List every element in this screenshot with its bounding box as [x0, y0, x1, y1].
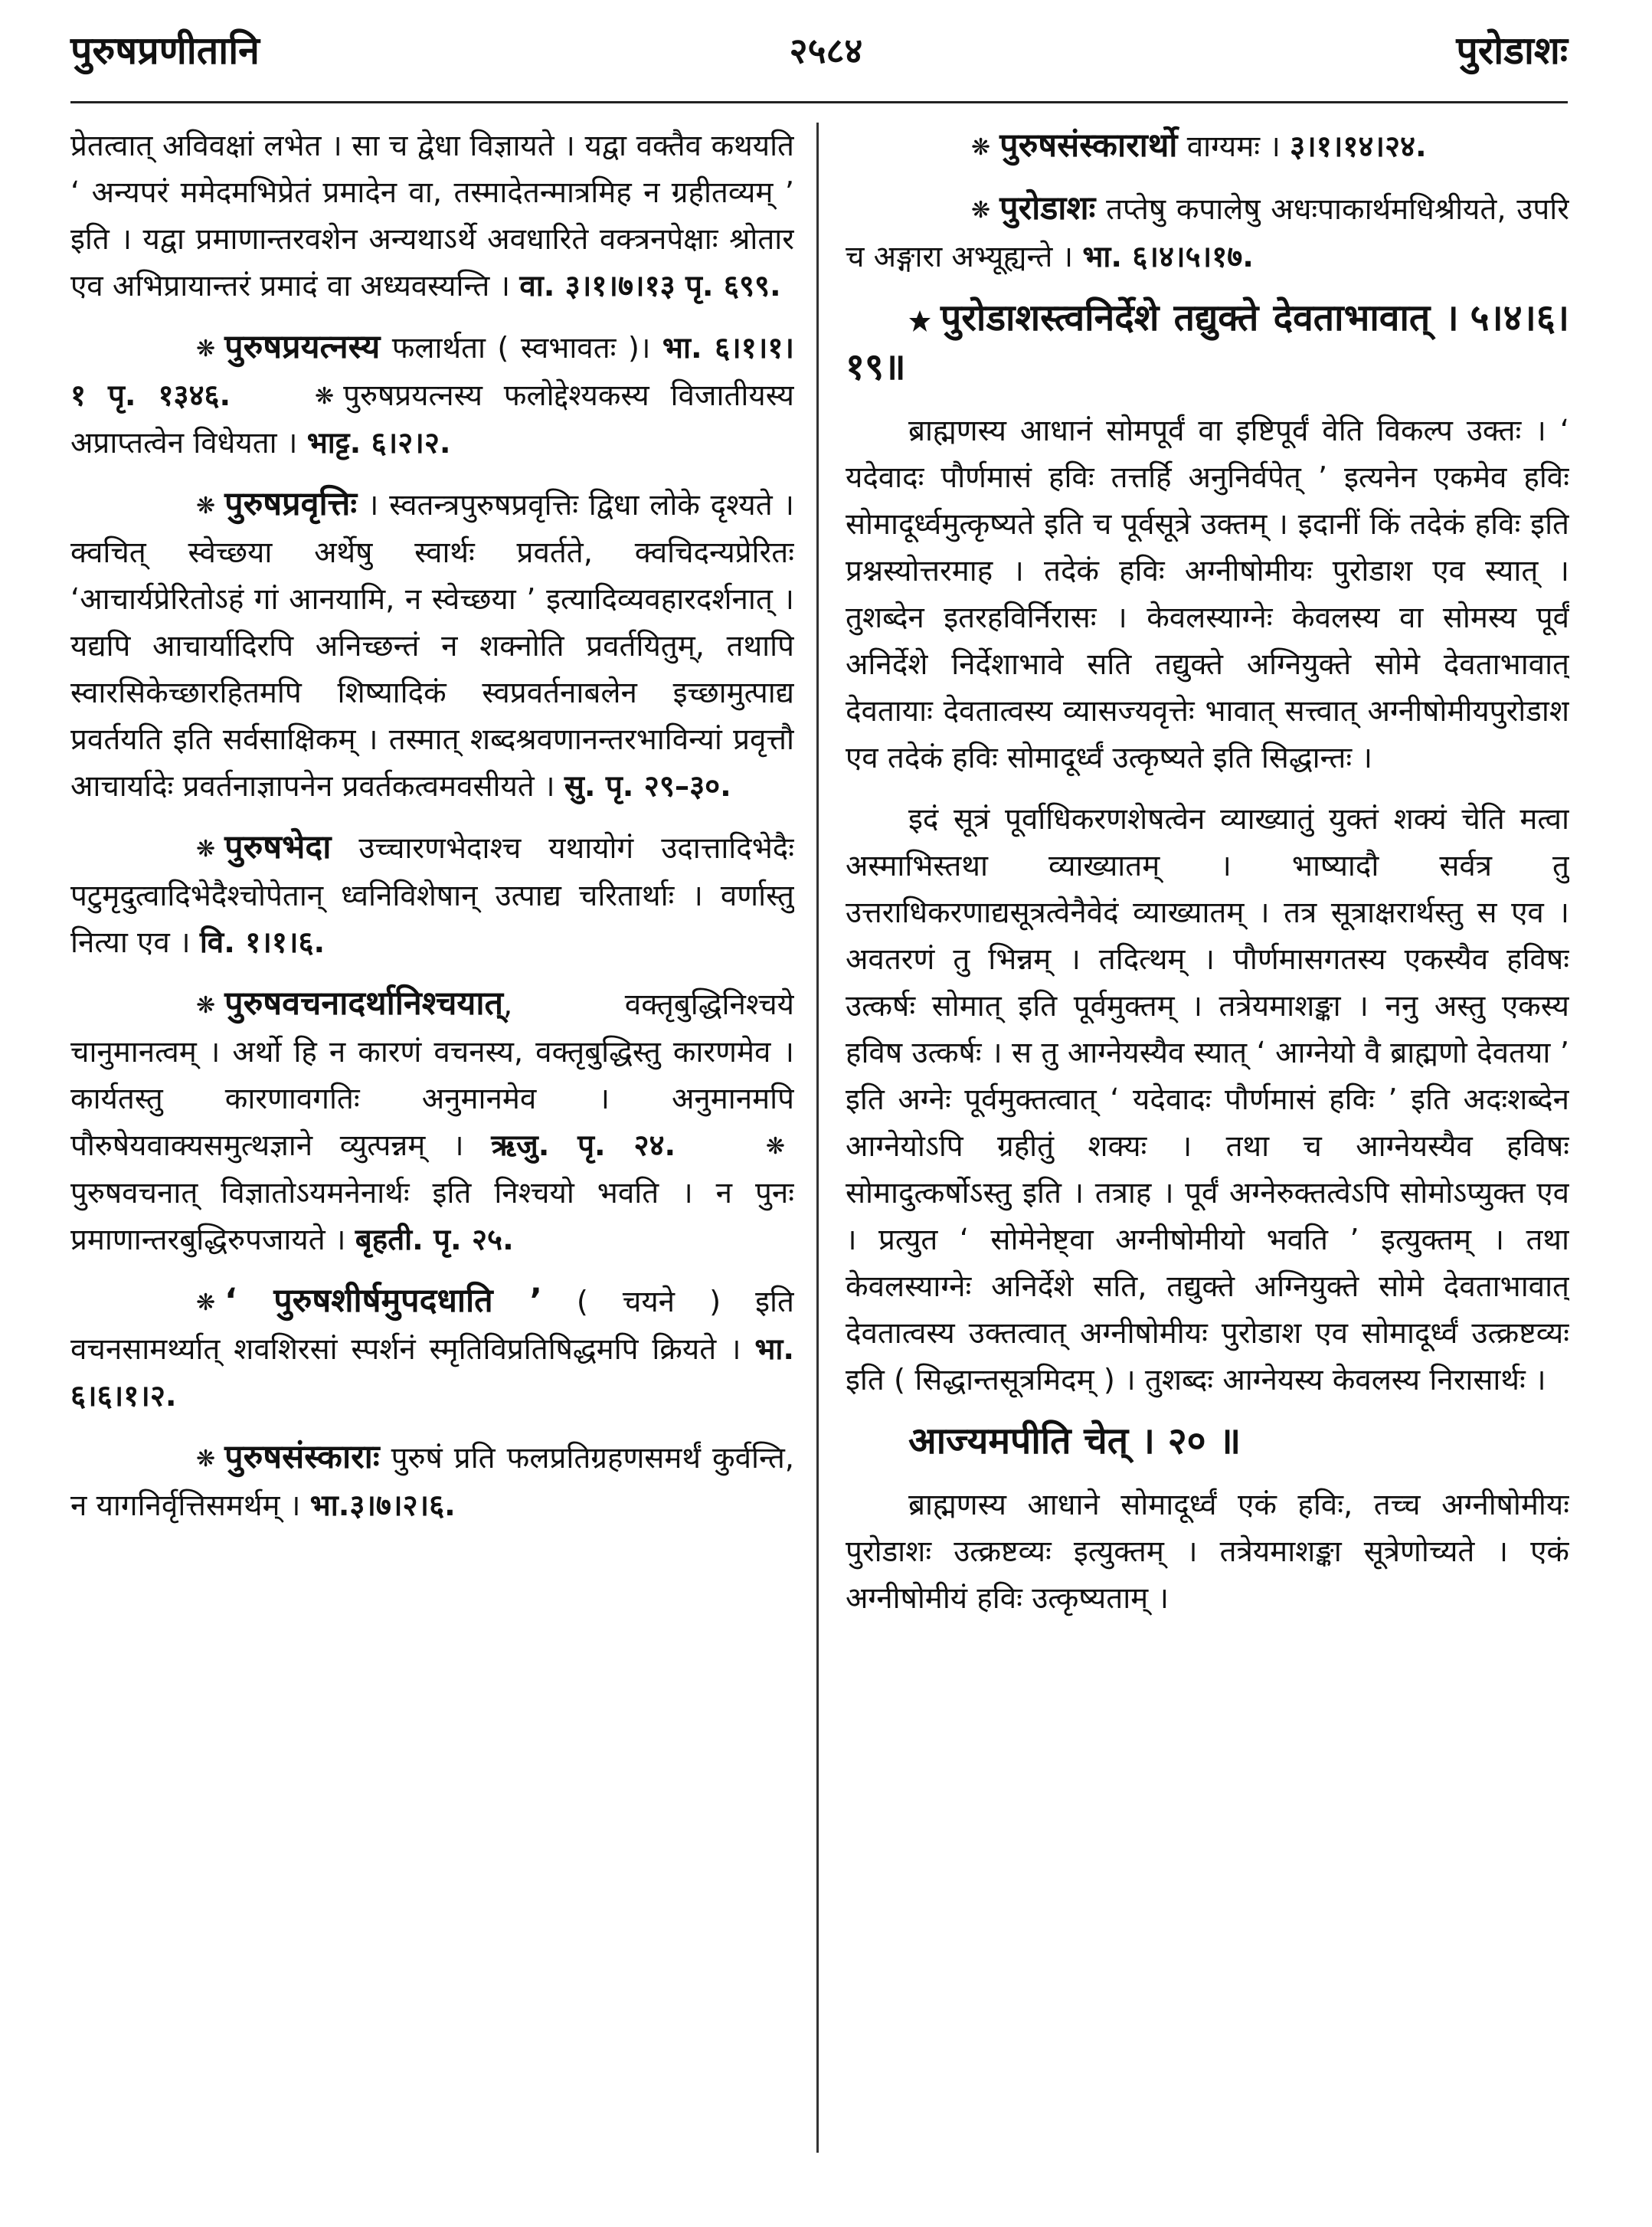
citation: ३।१।१४।२४.	[1290, 129, 1427, 164]
entry-purushasamskarartha: ❋ पुरुषसंस्कारार्थो वाग्यमः । ३।१।१४।२४.	[846, 123, 1569, 171]
sutra-heading	[846, 295, 1569, 393]
entry-marker-icon: ❋	[765, 1133, 785, 1160]
entry-purushashirsha: ❋ ‘ पुरुषशीर्षमुपदधाति ’ ( चयने ) इति वचनसामर्थ्यात् शवशिरसां स्पर्शनं स्मृतिविप्रतिषिद्धमपि क्रियते । भा. ६।६।१।२.	[70, 1278, 794, 1420]
sutra-text: पुरोडाशस्त्वनिर्देशे तद्युक्ते देवताभावात् ।	[940, 296, 1459, 339]
headword: पुरुषसंस्काराः	[224, 1438, 380, 1476]
entry-marker-icon: ❋	[971, 197, 991, 224]
citation: सु. पृ. २९–३०.	[564, 769, 731, 804]
citation: बृहती. पृ. २५.	[355, 1223, 514, 1257]
entry-marker-icon: ❋	[314, 383, 335, 410]
citation: ऋजु. पृ. २४.	[491, 1128, 676, 1163]
page-number: २५८४	[789, 30, 863, 71]
citation: वा. ३।१।७।१३ पृ. ६९९.	[519, 269, 781, 303]
headword: पुरोडाशः	[999, 189, 1096, 228]
sutra-heading	[846, 1418, 1569, 1467]
entry-purushabheda: ❋ पुरुषभेदा उच्चारणभेदाश्च यथायोगं उदात्तादिभेदैः पटुमृदुत्वादिभेदैश्चोपेतान् ध्वनिविशेषान् उत्पाद्य चरितार्थाः । वर्णास्तु नित्या एव । वि. १।१।६.	[70, 824, 794, 966]
entry-marker-icon: ❋	[971, 134, 991, 161]
headword: पुरुषभेदा	[224, 828, 332, 866]
sutra-text: आज्यमपीति चेत् । २० ॥	[908, 1420, 1241, 1462]
citation: भाट्ट. ६।२।२.	[306, 426, 451, 460]
page-header	[0, 0, 1652, 115]
entry-continuation: प्रेतत्वात् अविवक्षां लभेत । सा च द्वेधा विज्ञायते । यद्वा वक्तैव कथयति ‘ अन्यपरं ममेदमभिप्रेतं प्रमादेन वा, तस्मादेतन्मात्रमिह न ग्रहीतव्यम् ’ इति । यद्वा प्रमाणान्तरवशेन अन्यथाऽर्थे अवधारिते वक्त्रनपेक्षाः श्रोतार एव अभिप्रायान्तरं प्रमादं वा अध्यवस्यन्ति । वा. ३।१।७।१३ पृ. ६९९.	[70, 129, 794, 303]
entry-purodasha: ❋ पुरोडाशः तप्तेषु कपालेषु अधःपाकार्थमधिश्रीयते, उपरि च अङ्गारा अभ्यूह्यन्ते । भा. ६।४।५।१७.	[846, 185, 1569, 280]
headword: ‘ पुरुषशीर्षमुपदधाति ’	[224, 1282, 542, 1320]
commentary-paragraph: इदं सूत्रं पूर्वाधिकरणशेषत्वेन व्याख्यातुं युक्तं शक्यं चेति मत्वा अस्माभिस्तथा व्याख्यातम् । भाष्यादौ सर्वत्र तु उत्तराधिकरणाद्यसूत्रत्वेनैवेदं व्याख्यातम् । तत्र सूत्राक्षरार्थस्तु स एव । अवतरणं तु भिन्नम् । तदित्थम् । पौर्णमासगतस्य एकस्यैव हविषः उत्कर्षः सोमात् इति पूर्वमुक्तम् । तत्रेयमाशङ्का । ननु अस्तु एकस्य हविष उत्कर्षः । स तु आग्नेयस्यैव स्यात् ‘ आग्नेयो वै ब्राह्मणो देवतया ’ इति अग्नेः पूर्वमुक्तत्वात् ‘ यदेवादः पौर्णमासं हविः ’ इति अदःशब्देन आग्नेयोऽपि ग्रहीतुं शक्यः । तथा च आग्नेयस्यैव हविषः सोमादुत्कर्षोऽस्तु इति । तत्राह । पूर्वं अग्नेरुक्तत्वेऽपि सोमोऽप्युक्त एव । प्रत्युत ‘ सोमेनेष्ट्वा अग्नीषोमीयो भवति ’ इत्युक्तम् । तथा केवलस्याग्नेः अनिर्देशे सति, तद्युक्ते अग्नियुक्ते सोमे देवताभावात् देवतात्वस्य उक्तत्वात् अग्नीषोमीयः पुरोडाश एव सोमादूर्ध्वं उत्क्रष्टव्यः इति ( सिद्धान्तसूत्रमिदम् ) । तुशब्दः आग्नेयस्य केवलस्य निरासार्थः ।	[846, 802, 1569, 1397]
entry-marker-icon: ❋	[196, 336, 216, 362]
entry-marker-icon: ❋	[196, 836, 216, 863]
headword: पुरुषप्रवृत्तिः	[224, 485, 358, 523]
headword: पुरुषसंस्कारार्थो	[999, 126, 1178, 165]
citation: भा. ६।४।५।१७.	[1082, 240, 1254, 274]
entry-purushasamskara: ❋ पुरुषसंस्काराः पुरुषं प्रति फलप्रतिग्रहणसमर्थं कुर्वन्ति, न यागनिर्वृत्तिसमर्थम् । भा.३।७।२।६.	[70, 1434, 794, 1529]
right-column	[846, 123, 1569, 2191]
headword: पुरुषवचनादर्थानिश्चयात्	[224, 984, 503, 1023]
entry-purushapravritti: ❋ पुरुषप्रवृत्तिः । स्वतन्त्रपुरुषप्रवृत्तिः द्विधा लोके दृश्यते । क्वचित् स्वेच्छया अर्थेषु स्वार्थः प्रवर्तते, क्वचिदन्यप्रेरितः ‘आचार्यप्रेरितोऽहं गां आनयामि, न स्वेच्छया ’ इत्यादिव्यवहारदर्शनात् । यद्यपि आचार्यादिरपि अनिच्छन्तं न शक्नोति प्रवर्तयितुम्, तथापि स्वारसिकेच्छारहितमपि शिष्यादिकं स्वप्रवर्तनाबलेन इच्छामुत्पाद्य प्रवर्तयति इति सर्वसाक्षिकम् । तस्मात् शब्दश्रवणानन्तरभाविन्यां प्रवृत्तौ आचार्यादेः प्रवर्तनाज्ञापनेन प्रवर्तकत्वमवसीयते । सु. पृ. २९–३०.	[70, 481, 794, 810]
entry-purushavachana: ❋ पुरुषवचनादर्थानिश्चयात्, वक्तृबुद्धिनिश्चये चानुमानत्वम् । अर्थो हि न कारणं वचनस्य, वक्तृबुद्धिस्तु कारणमेव । कार्यतस्तु कारणावगतिः अनुमानमेव । अनुमानमपि पौरुषेयवाक्यसमुत्थज्ञाने व्युत्पन्नम् । ऋजु. पृ. २४. ❋पुरुषवचनात् विज्ञातोऽयमनेनार्थः इति निश्चयो भवति । न पुनः प्रमाणान्तरबुद्धिरुपजायते । बृहती. पृ. २५.	[70, 981, 794, 1263]
headword: पुरुषप्रयत्नस्य	[224, 328, 381, 366]
sutra-star-icon	[908, 309, 931, 332]
citation: भा. ६।१।१।१ पृ. १३४६.	[70, 331, 794, 413]
sutra-number: ५।४।६।१९॥	[846, 296, 1569, 388]
entry-marker-icon: ❋	[196, 992, 216, 1019]
left-column	[70, 123, 794, 2191]
column-divider	[816, 123, 819, 2153]
citation: भा.३।७।२।६.	[309, 1488, 456, 1523]
entry-marker-icon: ❋	[196, 1446, 216, 1472]
entry-marker-icon: ❋	[196, 1289, 216, 1316]
running-head-left: पुरुषप्रणीतानि	[70, 28, 260, 73]
header-rule	[70, 101, 1568, 103]
commentary-paragraph: ब्राह्मणस्य आधानं सोमपूर्वं वा इष्टिपूर्वं वेति विकल्प उक्तः । ‘ यदेवादः पौर्णमासं हविः तत्तर्हि अनुनिर्वपेत् ’ इत्यनेन एकमेव हविः सोमादूर्ध्वमुत्कृष्यते इति च पूर्वसूत्रे उक्तम् । इदानीं किं तदेकं हविः इति प्रश्नस्योत्तरमाह । तदेकं हविः अग्नीषोमीयः पुरोडाश एव स्यात् । तुशब्देन इतरहविर्निरासः । केवलस्याग्नेः केवलस्य वा सोमस्य पूर्वं अनिर्देशे निर्देशाभावे सति तद्युक्ते अग्नियुक्ते सोमे देवताभावात् देवतायाः देवतात्वस्य व्यासज्यवृत्तेः भावात् सत्त्वात् अग्नीषोमीयपुरोडाश एव तदेकं हविः सोमादूर्ध्वं उत्कृष्यते इति सिद्धान्तः ।	[846, 414, 1569, 775]
entry-marker-icon: ❋	[196, 493, 216, 519]
running-head-right: पुरोडाशः	[1456, 28, 1568, 73]
citation: वि. १।१।६.	[199, 925, 325, 960]
citation: भा. ६।६।१।२.	[70, 1332, 794, 1413]
entry-purushaprayatna: ❋ पुरुषप्रयत्नस्य फलार्थता ( स्वभावतः )। भा. ६।१।१।१ पृ. १३४६. ❋ पुरुषप्रयत्नस्य फलोद्देश्यकस्य विजातीयस्य अप्राप्तत्वेन विधेयता । भाट्ट. ६।२।२.	[70, 324, 794, 467]
commentary-paragraph: ब्राह्मणस्य आधाने सोमादूर्ध्वं एकं हविः, तच्च अग्नीषोमीयः पुरोडाशः उत्क्रष्टव्यः इत्युक्तम् । तत्रेयमाशङ्का सूत्रेणोच्यते । एकं अग्नीषोमीयं हविः उत्कृष्यताम् ।	[846, 1488, 1569, 1616]
